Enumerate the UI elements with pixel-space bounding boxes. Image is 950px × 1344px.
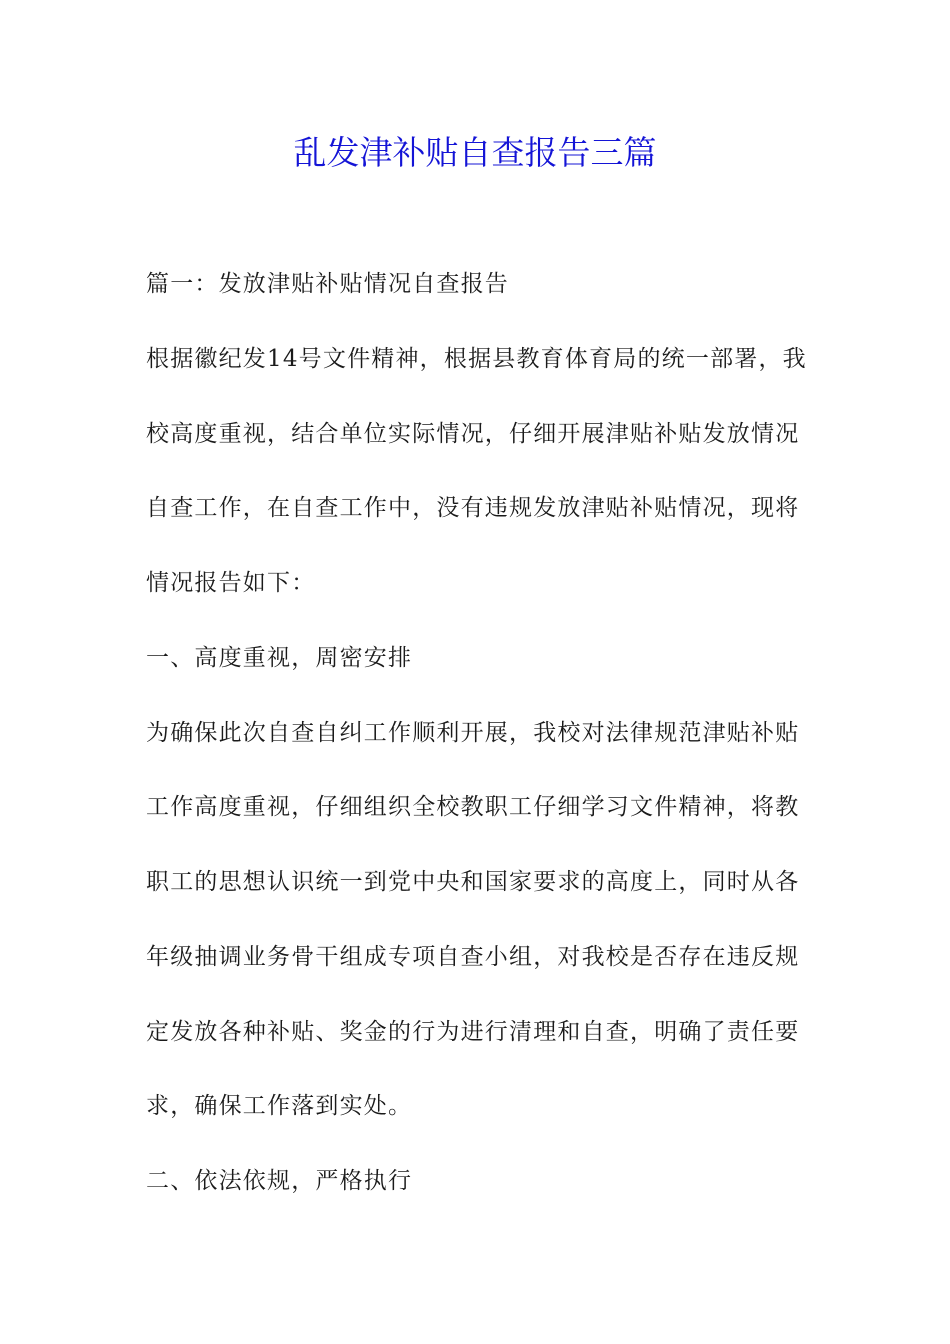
section-heading-two: 二、依法依规，严格执行 [146,1168,413,1194]
paragraph-line: 自查工作，在自查工作中，没有违规发放津贴补贴情况，现将 [146,495,800,521]
paragraph-line: 根据徽纪发14号文件精神，根据县教育体育局的统一部署，我 [146,346,807,372]
paragraph-line: 校高度重视，结合单位实际情况，仔细开展津贴补贴发放情况 [146,421,800,447]
paragraph-line: 为确保此次自查自纠工作顺利开展，我校对法律规范津贴补贴 [146,720,800,746]
paragraph-line: 求，确保工作落到实处。 [146,1093,413,1119]
paragraph-line: 工作高度重视，仔细组织全校教职工仔细学习文件精神，将教 [146,794,800,820]
paragraph-line: 定发放各种补贴、奖金的行为进行清理和自查，明确了责任要 [146,1019,800,1045]
paragraph-line: 年级抽调业务骨干组成专项自查小组，对我校是否存在违反规 [146,944,800,970]
section-heading-part-one: 篇一：发放津贴补贴情况自查报告 [146,271,509,297]
document-title: 乱发津补贴自查报告三篇 [293,133,657,172]
paragraph-line: 职工的思想认识统一到党中央和国家要求的高度上，同时从各 [146,869,800,895]
paragraph-line: 情况报告如下： [146,570,316,596]
section-heading-one: 一、高度重视，周密安排 [146,645,413,671]
